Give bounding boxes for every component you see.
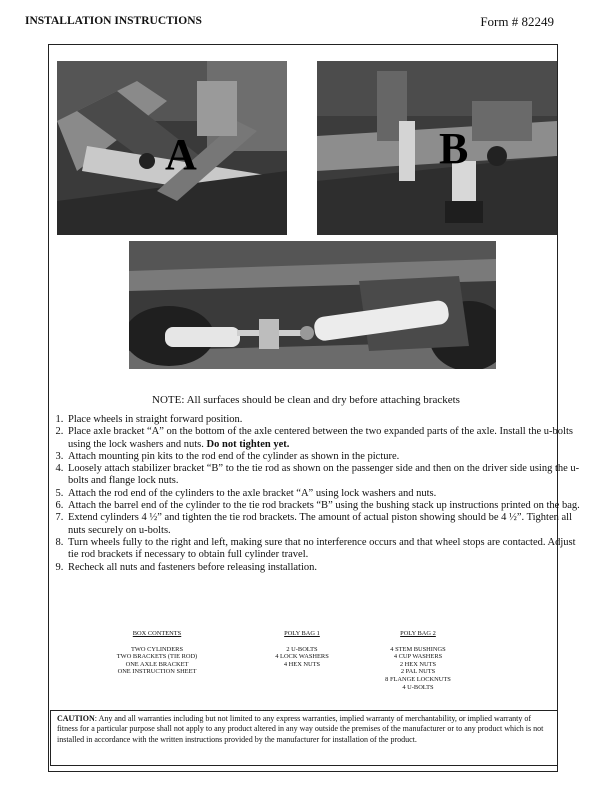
caution-label: CAUTION [57, 714, 95, 723]
list-item: 8 FLANGE LOCKNUTS [385, 675, 451, 683]
bracket-b-label: B [439, 124, 469, 173]
surface-note: NOTE: All surfaces should be clean and dry before attaching brackets [152, 394, 460, 406]
list-item: TWO BRACKETS (TIE ROD) [116, 653, 198, 661]
step-text: Turn wheels fully to the right and left, making sure that no interference occurs and that wheel stops are contacted. Adjust tie rod brackets if necessary to obtain full cylinder travel. [68, 536, 576, 561]
step-text: Attach the barrel end of the cylinder to the tie rod brackets “B” using the bushing stack up instructions printed on the bag. [68, 500, 580, 512]
list-item: 2 PAL NUTS [400, 668, 436, 676]
step-text: Attach mounting pin kits to the rod end of the cylinder as shown in the picture. [68, 450, 400, 462]
list-item: 4 U-BOLTS [402, 683, 434, 691]
list-item: 4 HEX NUTS [283, 660, 321, 668]
step-text: Recheck all nuts and fasteners before releasing installation. [68, 561, 317, 573]
list-item: 2 U-BOLTS [286, 645, 318, 653]
step-text: Extend cylinders 4 ½” and tighten the tie rod brackets. The amount of actual piston showing should be 4 ½”. Tighten all nuts securely on u-bolts. [68, 512, 573, 536]
list-item: ONE AXLE BRACKET [125, 660, 189, 668]
bracket-a-label: A [165, 130, 197, 179]
step-item [66, 512, 588, 537]
list-item: TWO CYLINDERS [130, 645, 183, 653]
step-item [66, 562, 588, 574]
list-item: 2 HEX NUTS [399, 660, 437, 668]
caution-box [50, 710, 558, 766]
box-contents-heading: BOX CONTENTS [132, 630, 182, 637]
photo-c-graphic [129, 241, 496, 369]
photo-installed-stabilizer [129, 241, 496, 369]
photo-axle-bracket-a [57, 61, 287, 235]
caution-text: : Any and all warranties including but not limited to any express warranties, implied warranty of merchantability, or implied warranty of fitness for a particular purpose shall not apply to any product altered in any way outside the premises of the manufacturer or to any product which is not installed in accordance with the written instructions provided by the manufacturer for installation of the product. [57, 714, 544, 744]
step-text: Place axle bracket “A” on the bottom of the axle centered between the two expanded parts of the axle. Install the u-bolts using the lock washers and nuts. [68, 426, 573, 450]
step-item [66, 537, 588, 562]
step-text: Place wheels in straight forward position. [68, 414, 243, 425]
poly-bag-2-heading: POLY BAG 2 [400, 630, 436, 637]
step-item [66, 463, 588, 488]
list-item: 4 STEM BUSHINGS [390, 645, 446, 653]
step-item [66, 414, 588, 426]
step-item [66, 488, 588, 500]
list-item: 4 LOCK WASHERS [275, 653, 329, 661]
poly-bag-1-heading: POLY BAG 1 [284, 630, 320, 637]
poly-bag-2-column [370, 630, 466, 691]
photo-b-graphic [317, 61, 557, 235]
list-item: 4 CUP WASHERS [393, 653, 443, 661]
step-emphasis: Do not tighten yet. [206, 438, 290, 450]
list-item: ONE INSTRUCTION SHEET [117, 668, 197, 676]
step-item [66, 500, 588, 512]
form-number: Form # 82249 [480, 14, 554, 29]
photo-tie-rod-bracket-b [317, 61, 557, 235]
installation-steps [38, 414, 588, 574]
document-title: INSTALLATION INSTRUCTIONS [25, 15, 202, 27]
step-item [66, 451, 588, 463]
step-item [66, 426, 588, 451]
poly-bag-1-column [262, 630, 342, 668]
step-text: Attach the rod end of the cylinders to the axle bracket “A” using lock washers and nuts. [68, 487, 437, 499]
box-contents-column [96, 630, 218, 676]
step-text: Loosely attach stabilizer bracket “B” to the tie rod as shown on the passenger side and then on the driver side using the u-bolts and flange lock nuts. [68, 463, 580, 487]
